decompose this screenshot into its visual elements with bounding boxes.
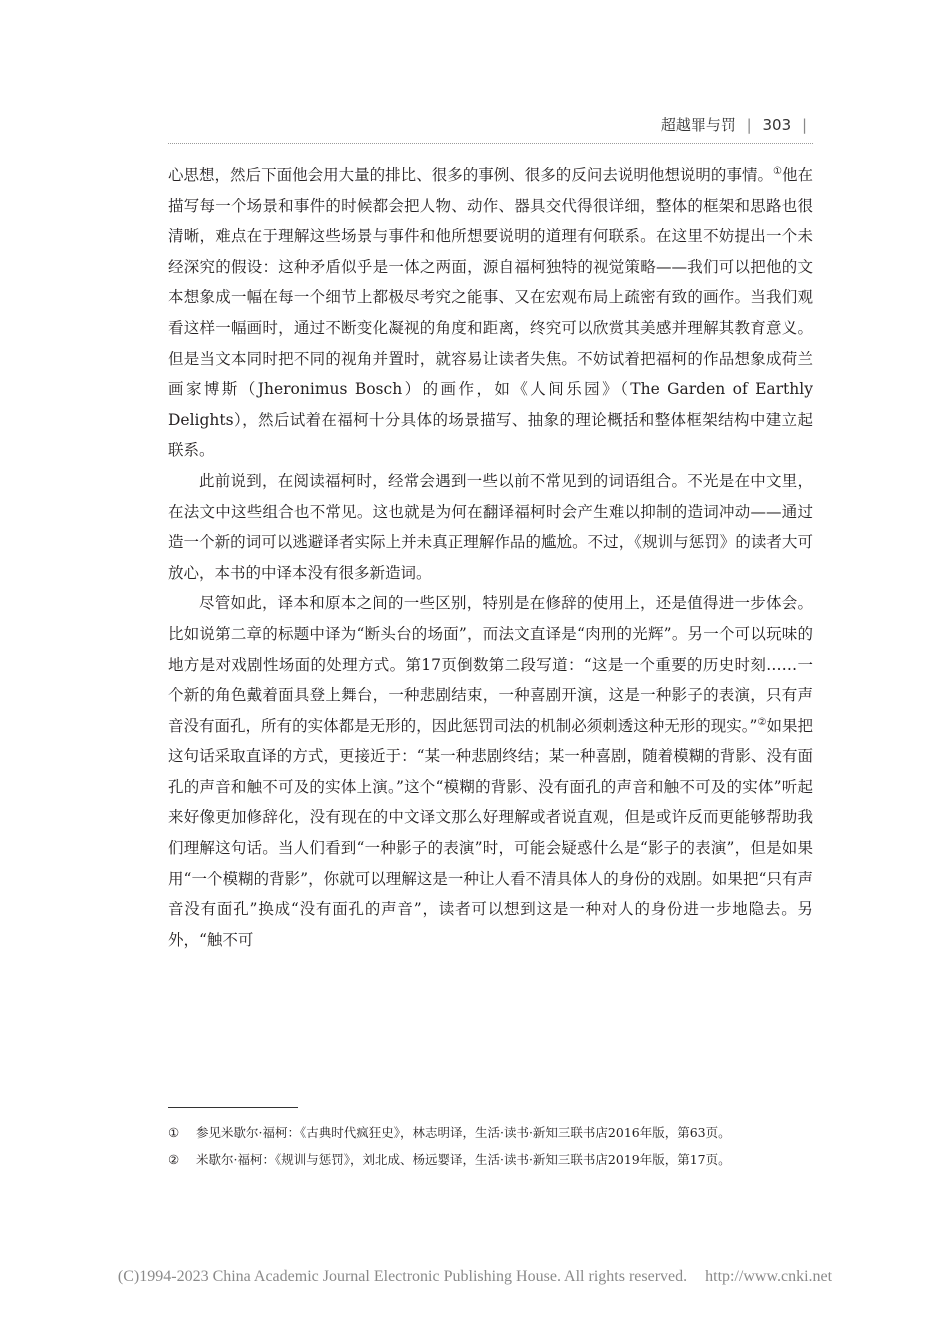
paragraph-2-text: 此前说到，在阅读福柯时，经常会遇到一些以前不常见到的词语组合。不光是在中文里，在法文中这些组合也不常见。这也就是为何在翻译福柯时会产生难以抑制的造词冲动——通过造一个新的词可以逃避译者实际上并未真正理解作品的尴尬。不过，《规训与惩罚》的读者大可放心，本书的中译本没有很多新造词。 (168, 471, 813, 582)
header-separator-right: | (801, 116, 807, 134)
page-number: 303 (762, 116, 792, 134)
footnote-1-mark: ① (168, 1125, 180, 1140)
paragraph-1-text-a: 心思想，然后下面他会用大量的排比、很多的事例、很多的反问去说明他想说明的事情。 (168, 166, 773, 184)
header-rule (168, 143, 813, 144)
footnote-1 (168, 1122, 813, 1143)
paragraph-3-text-a: 尽管如此，译本和原本之间的一些区别，特别是在修辞的使用上，还是值得进一步体会。比如说第二章的标题中译为“断头台的场面”，而法文直译是“肉刑的光辉”。另一个可以玩味的地方是对戏剧性场面的处理方式。第17页倒数第二段写道：“这是一个重要的历史时刻……一个新的角色戴着面具登上舞台，一种悲剧结束，一种喜剧开演，这是一种影子的表演，只有声音没有面孔，所有的实体都是无形的，因此惩罚司法的机制必须刺透这种无形的现实。” (168, 594, 813, 735)
copyright-text: (C)1994-2023 China Academic Journal Electronic Publishing House. All rights reserved. (117, 1268, 688, 1285)
paragraph-3 (168, 588, 813, 955)
footnote-2-mark: ② (168, 1152, 180, 1167)
running-title: 超越罪与罚 (660, 116, 736, 134)
footnote-ref-1[interactable]: ① (772, 166, 782, 177)
paragraph-2 (168, 466, 813, 588)
footnote-2 (168, 1149, 813, 1170)
footnote-ref-2[interactable]: ② (757, 716, 767, 728)
cnki-url[interactable]: http://www.cnki.net (705, 1268, 833, 1285)
footnotes (168, 1122, 813, 1176)
body-text (168, 160, 813, 955)
footnote-1-text: 参见米歇尔·福柯：《古典时代疯狂史》，林志明译，生活·读书·新知三联书店2016年版，第63页。 (196, 1125, 731, 1140)
cnki-watermark (0, 1268, 950, 1286)
paragraph-3-text-b: 如果把这句话采取直译的方式，更接近于：“某一种悲剧终结；某一种喜剧，随着模糊的背影、没有面孔的声音和触不可及的实体上演。”这个“模糊的背影、没有面孔的声音和触不可及的实体”听起来好像更加修辞化，没有现在的中文译文那么好理解或者说直观，但是或许反而更能够帮助我们理解这句话。当人们看到“一种影子的表演”时，可能会疑惑什么是“影子的表演”，但是如果用“一个模糊的背影”，你就可以理解这是一种让人看不清具体人的身份的戏剧。如果把“只有声音没有面孔”换成“没有面孔的声音”，读者可以想到这是一种对人的身份进一步地隐去。另外，“触不可 (168, 716, 813, 949)
footnote-2-text: 米歇尔·福柯：《规训与惩罚》，刘北成、杨远婴译，生活·读书·新知三联书店2019年版，第17页。 (196, 1152, 731, 1167)
header-separator: | (746, 116, 752, 134)
paragraph-1-text-b: 他在描写每一个场景和事件的时候都会把人物、动作、器具交代得很详细，整体的框架和思路也很清晰，难点在于理解这些场景与事件和他所想要说明的道理有何联系。在这里不妨提出一个未经深究的假设：这种矛盾似乎是一体之两面，源自福柯独特的视觉策略——我们可以把他的文本想象成一幅在每一个细节上都极尽考究之能事、又在宏观布局上疏密有致的画作。当我们观看这样一幅画时，通过不断变化凝视的角度和距离，终究可以欣赏其美感并理解其教育意义。但是当文本同时把不同的视角并置时，就容易让读者失焦。不妨试着把福柯的作品想象成荷兰画家博斯（Jheronimus Bosch）的画作，如《人间乐园》（The Garden of Earthly Delights），然后试着在福柯十分具体的场景描写、抽象的理论概括和整体框架结构中建立起联系。 (168, 166, 813, 460)
paragraph-1 (168, 160, 813, 466)
running-header (168, 114, 813, 138)
footnote-rule (168, 1107, 298, 1108)
